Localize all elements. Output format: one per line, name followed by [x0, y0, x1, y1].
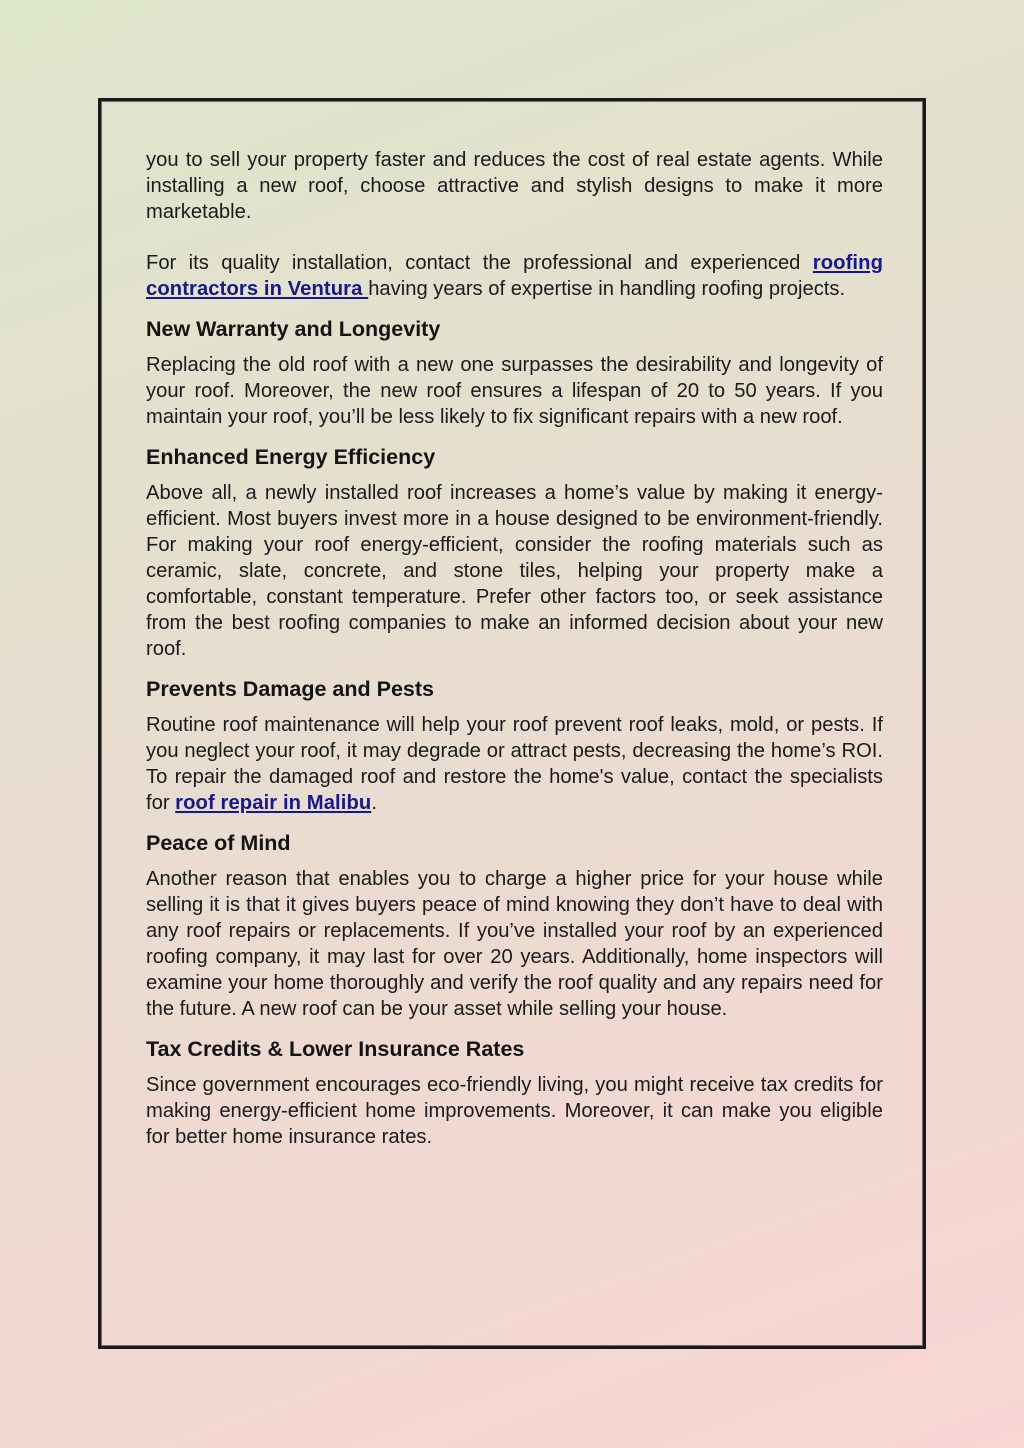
damage-text-after: .	[371, 792, 377, 814]
section-heading-warranty: New Warranty and Longevity	[146, 317, 441, 341]
intro-paragraph: you to sell your property faster and reduces the cost of real estate agents. While installing a new roof, choose attractive and stylish designs to make it more marketable.	[146, 149, 883, 223]
section-body-peace: Another reason that enables you to charge a higher price for your house while selling it is that it gives buyers peace of mind knowing they don’t have to deal with any roof repairs or replacements. If you’ve installed your roof by an experienced roofing company, it may last for over 20 years. Additionally, home inspectors will examine your home thoroughly and verify the roof quality and any repairs need for the future. A new roof can be your asset while selling your house.	[146, 868, 883, 1020]
contractor-text-after: having years of expertise in handling roofing projects.	[368, 278, 846, 300]
section-heading-energy: Enhanced Energy Efficiency	[146, 445, 436, 469]
section-body-damage	[146, 712, 883, 816]
contractor-text-before: For its quality installation, contact the professional and experienced	[146, 252, 813, 274]
page-frame	[98, 98, 926, 1349]
paragraph-spacer	[146, 225, 883, 250]
section-heading-tax: Tax Credits & Lower Insurance Rates	[146, 1037, 525, 1061]
section-body-tax: Since government encourages eco-friendly living, you might receive tax credits for making energy-efficient home improvements. Moreover, it can make you eligible for better home insurance rates.	[146, 1074, 883, 1148]
section-body-energy: Above all, a newly installed roof increases a home’s value by making it energy-efficient. Most buyers invest more in a house designed to be environment-friendly. For making your roof energy-efficient, consider the roofing materials such as ceramic, slate, concrete, and stone tiles, helping your property make a comfortable, constant temperature. Prefer other factors too, or seek assistance from the best roofing companies to make an informed decision about your new roof.	[146, 482, 883, 660]
contractor-paragraph	[146, 250, 883, 302]
section-heading-damage: Prevents Damage and Pests	[146, 677, 434, 701]
section-body-warranty: Replacing the old roof with a new one surpasses the desirability and longevity of your roof. Moreover, the new roof ensures a lifespan of 20 to 50 years. If you maintain your roof, you’ll be less likely to fix significant repairs with a new roof.	[146, 354, 883, 428]
article-body	[146, 147, 883, 1150]
malibu-roof-repair-link[interactable]: roof repair in Malibu	[175, 792, 372, 814]
damage-text-before: Routine roof maintenance will help your roof prevent roof leaks, mold, or pests. If you neglect your roof, it may degrade or attract pests, decreasing the home’s ROI. To repair the damaged roof and restore the home's value, contact the specialists for	[146, 714, 883, 814]
section-heading-peace: Peace of Mind	[146, 831, 291, 855]
ventura-contractors-link[interactable]: roofing contractors in Ventura	[146, 252, 883, 300]
